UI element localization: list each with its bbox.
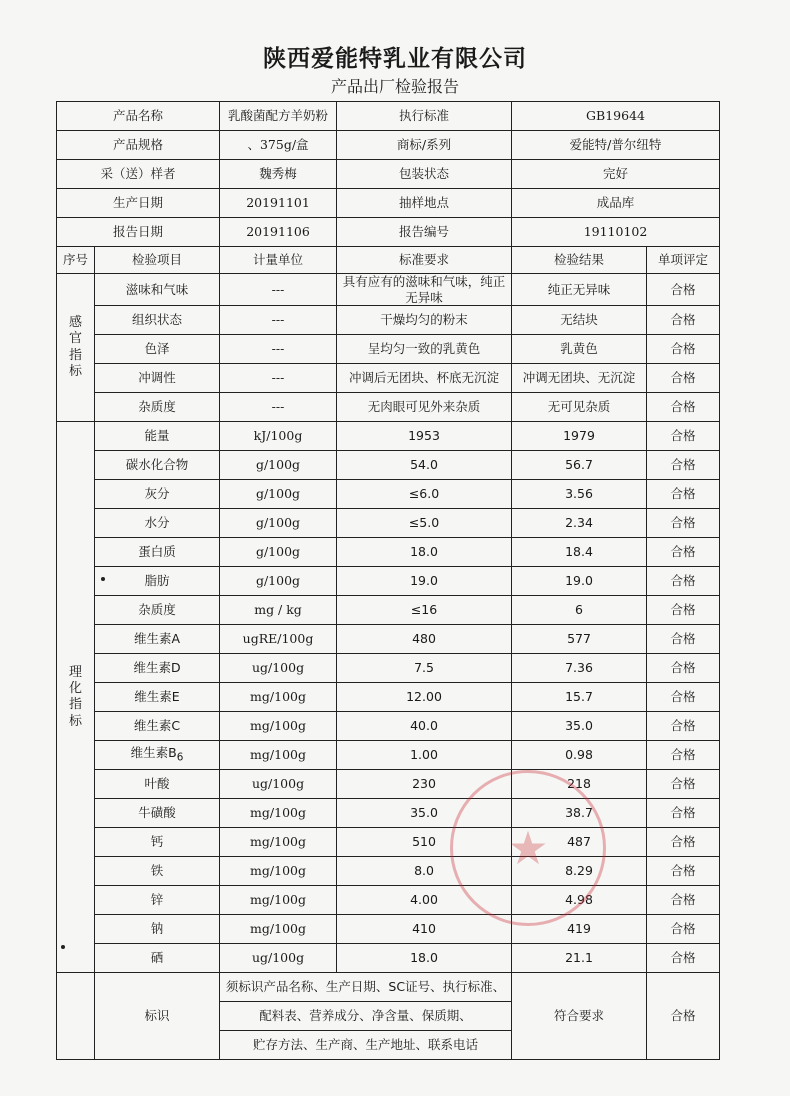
judgement-value: 合格 [647,828,720,857]
standard-value: ≤5.0 [337,509,512,538]
item-name: 硒 [95,944,220,973]
item-name-text: 维生素B [130,745,177,761]
report-no-label: 报告编号 [337,218,512,247]
item-name: 钠 [95,915,220,944]
result-value: 487 [512,828,647,857]
column-header-row [57,247,720,274]
standard-value: 230 [337,770,512,799]
judgement-value: 合格 [647,422,720,451]
col-seq: 序号 [57,247,95,274]
item-name [95,741,220,770]
judgement-value: 合格 [647,741,720,770]
standard-value: 呈均匀一致的乳黄色 [337,335,512,364]
standard-value: GB19644 [512,102,720,131]
report-date-value: 20191106 [220,218,337,247]
table-row [57,625,720,654]
standard-value: 40.0 [337,712,512,741]
item-name: 维生素D [95,654,220,683]
item-name-subscript: 6 [176,751,184,764]
unit-value: --- [220,306,337,335]
item-name: 维生素A [95,625,220,654]
item-name: 维生素C [95,712,220,741]
info-row [57,102,720,131]
category-char: 感 [68,315,82,331]
judgement-value: 合格 [647,451,720,480]
item-name: 维生素E [95,683,220,712]
item-name: 组织状态 [95,306,220,335]
sampler-value: 魏秀梅 [220,160,337,189]
result-value: 21.1 [512,944,647,973]
item-name: 杂质度 [95,393,220,422]
table-row [57,944,720,973]
table-row [57,567,720,596]
table-row [57,741,720,770]
result-value: 7.36 [512,654,647,683]
judgement-value: 合格 [647,480,720,509]
physchem-category [57,422,95,973]
prod-date-label: 生产日期 [57,189,220,218]
standard-value: 无肉眼可见外来杂质 [337,393,512,422]
report-title: 产品出厂检验报告 [330,77,459,96]
item-name: 锌 [95,886,220,915]
info-row [57,160,720,189]
report-date-label: 报告日期 [57,218,220,247]
table-row [57,393,720,422]
result-value: 无可见杂质 [512,393,647,422]
unit-value: --- [220,364,337,393]
table-row [57,364,720,393]
standard-value: 19.0 [337,567,512,596]
item-name: 色泽 [95,335,220,364]
unit-value: ug/100g [220,944,337,973]
standard-value: 12.00 [337,683,512,712]
result-value: 18.4 [512,538,647,567]
category-char: 理 [68,664,82,680]
marking-result: 符合要求 [512,973,647,1060]
report-no-value: 19110102 [512,218,720,247]
judgement-value: 合格 [647,857,720,886]
judgement-value: 合格 [647,306,720,335]
standard-value: 干燥均匀的粉末 [337,306,512,335]
standard-value: 1953 [337,422,512,451]
category-char: 标 [68,363,82,379]
result-value: 419 [512,915,647,944]
result-value: 乳黄色 [512,335,647,364]
item-name: 灰分 [95,480,220,509]
unit-value: ug/100g [220,770,337,799]
judgement-value: 合格 [647,274,720,306]
item-name: 水分 [95,509,220,538]
spec-label: 产品规格 [57,131,220,160]
scan-speck [61,945,65,949]
judgement-value: 合格 [647,538,720,567]
unit-value: mg/100g [220,886,337,915]
item-name: 脂肪 [95,567,220,596]
unit-value: kJ/100g [220,422,337,451]
standard-value: 18.0 [337,538,512,567]
prod-date-value: 20191101 [220,189,337,218]
category-char: 标 [68,713,82,729]
item-name: 叶酸 [95,770,220,799]
judgement-value: 合格 [647,770,720,799]
unit-value: g/100g [220,451,337,480]
unit-value: mg/100g [220,828,337,857]
standard-value: 冲调后无团块、杯底无沉淀 [337,364,512,393]
unit-value: g/100g [220,480,337,509]
judgement-value: 合格 [647,364,720,393]
table-row [57,422,720,451]
seal-star-icon: ★ [507,821,549,875]
standard-label: 执行标准 [337,102,512,131]
result-value: 15.7 [512,683,647,712]
col-item: 检验项目 [95,247,220,274]
judgement-value: 合格 [647,625,720,654]
standard-value: 35.0 [337,799,512,828]
standard-value: 480 [337,625,512,654]
item-name: 滋味和气味 [95,274,220,306]
category-char: 指 [68,697,82,713]
unit-value: mg/100g [220,712,337,741]
table-row [57,712,720,741]
location-value: 成品库 [512,189,720,218]
result-value: 19.0 [512,567,647,596]
table-row [57,335,720,364]
unit-value: ugRE/100g [220,625,337,654]
result-value: 冲调无团块、无沉淀 [512,364,647,393]
standard-value: 1.00 [337,741,512,770]
judgement-value: 合格 [647,567,720,596]
unit-value: g/100g [220,567,337,596]
result-value: 纯正无异味 [512,274,647,306]
product-name-label: 产品名称 [57,102,220,131]
unit-value: mg / kg [220,596,337,625]
unit-value: mg/100g [220,915,337,944]
result-value: 8.29 [512,857,647,886]
marking-item: 标识 [95,973,220,1060]
brand-label: 商标/系列 [337,131,512,160]
marking-line-1: 须标识产品名称、生产日期、SC证号、执行标准、 [220,973,512,1002]
standard-value: 18.0 [337,944,512,973]
item-name: 铁 [95,857,220,886]
judgement-value: 合格 [647,944,720,973]
judgement-value: 合格 [647,596,720,625]
result-value: 无结块 [512,306,647,335]
judgement-value: 合格 [647,799,720,828]
col-unit: 计量单位 [220,247,337,274]
judgement-value: 合格 [647,509,720,538]
marking-row [57,973,720,1002]
table-row [57,857,720,886]
table-row [57,828,720,857]
result-value: 4.98 [512,886,647,915]
marking-judgement: 合格 [647,973,720,1060]
result-value: 3.56 [512,480,647,509]
item-name: 牛磺酸 [95,799,220,828]
unit-value: --- [220,274,337,306]
package-value: 完好 [512,160,720,189]
table-row [57,683,720,712]
result-value: 35.0 [512,712,647,741]
unit-value: mg/100g [220,741,337,770]
col-standard: 标准要求 [337,247,512,274]
info-row [57,189,720,218]
category-char: 化 [68,681,82,696]
table-row [57,799,720,828]
standard-value: 510 [337,828,512,857]
item-name: 杂质度 [95,596,220,625]
physchem-section [57,422,720,973]
item-name: 碳水化合物 [95,451,220,480]
unit-value: mg/100g [220,683,337,712]
info-row [57,131,720,160]
category-char: 指 [68,347,82,363]
spec-value: 、375g/盒 [220,131,337,160]
brand-value: 爱能特/普尔纽特 [512,131,720,160]
judgement-value: 合格 [647,683,720,712]
judgement-value: 合格 [647,886,720,915]
unit-value: mg/100g [220,799,337,828]
location-label: 抽样地点 [337,189,512,218]
sensory-category [57,274,95,422]
table-row [57,306,720,335]
table-row [57,451,720,480]
table-row [57,915,720,944]
table-row [57,538,720,567]
table-row [57,509,720,538]
category-char: 官 [68,331,82,347]
result-value: 218 [512,770,647,799]
table-row [57,654,720,683]
result-value: 0.98 [512,741,647,770]
sensory-section [57,274,720,422]
sampler-label: 采（送）样者 [57,160,220,189]
unit-value: ug/100g [220,654,337,683]
standard-value: 54.0 [337,451,512,480]
standard-value: ≤6.0 [337,480,512,509]
inspection-table [56,101,720,1060]
table-row [57,886,720,915]
judgement-value: 合格 [647,335,720,364]
item-name: 蛋白质 [95,538,220,567]
result-value: 6 [512,596,647,625]
unit-value: g/100g [220,538,337,567]
package-label: 包装状态 [337,160,512,189]
standard-value: 8.0 [337,857,512,886]
judgement-value: 合格 [647,915,720,944]
info-row [57,218,720,247]
result-value: 2.34 [512,509,647,538]
col-result: 检验结果 [512,247,647,274]
result-value: 1979 [512,422,647,451]
item-name: 冲调性 [95,364,220,393]
item-name: 能量 [95,422,220,451]
scan-speck [101,577,105,581]
col-judgement: 单项评定 [647,247,720,274]
result-value: 56.7 [512,451,647,480]
result-value: 577 [512,625,647,654]
table-row [57,770,720,799]
marking-line-2: 配料表、营养成分、净含量、保质期、 [220,1002,512,1031]
standard-value: 7.5 [337,654,512,683]
table-row [57,274,720,306]
item-name: 钙 [95,828,220,857]
product-name-value: 乳酸菌配方羊奶粉 [220,102,337,131]
unit-value: --- [220,393,337,422]
judgement-value: 合格 [647,712,720,741]
unit-value: --- [220,335,337,364]
judgement-value: 合格 [647,393,720,422]
table-row [57,596,720,625]
judgement-value: 合格 [647,654,720,683]
company-name: 陕西爱能特乳业有限公司 [263,46,527,72]
marking-line-3: 贮存方法、生产商、生产地址、联系电话 [220,1031,512,1060]
standard-value: 410 [337,915,512,944]
result-value: 38.7 [512,799,647,828]
standard-value: ≤16 [337,596,512,625]
standard-value: 具有应有的滋味和气味，纯正无异味 [337,274,512,306]
standard-value: 4.00 [337,886,512,915]
table-row [57,480,720,509]
unit-value: g/100g [220,509,337,538]
unit-value: mg/100g [220,857,337,886]
